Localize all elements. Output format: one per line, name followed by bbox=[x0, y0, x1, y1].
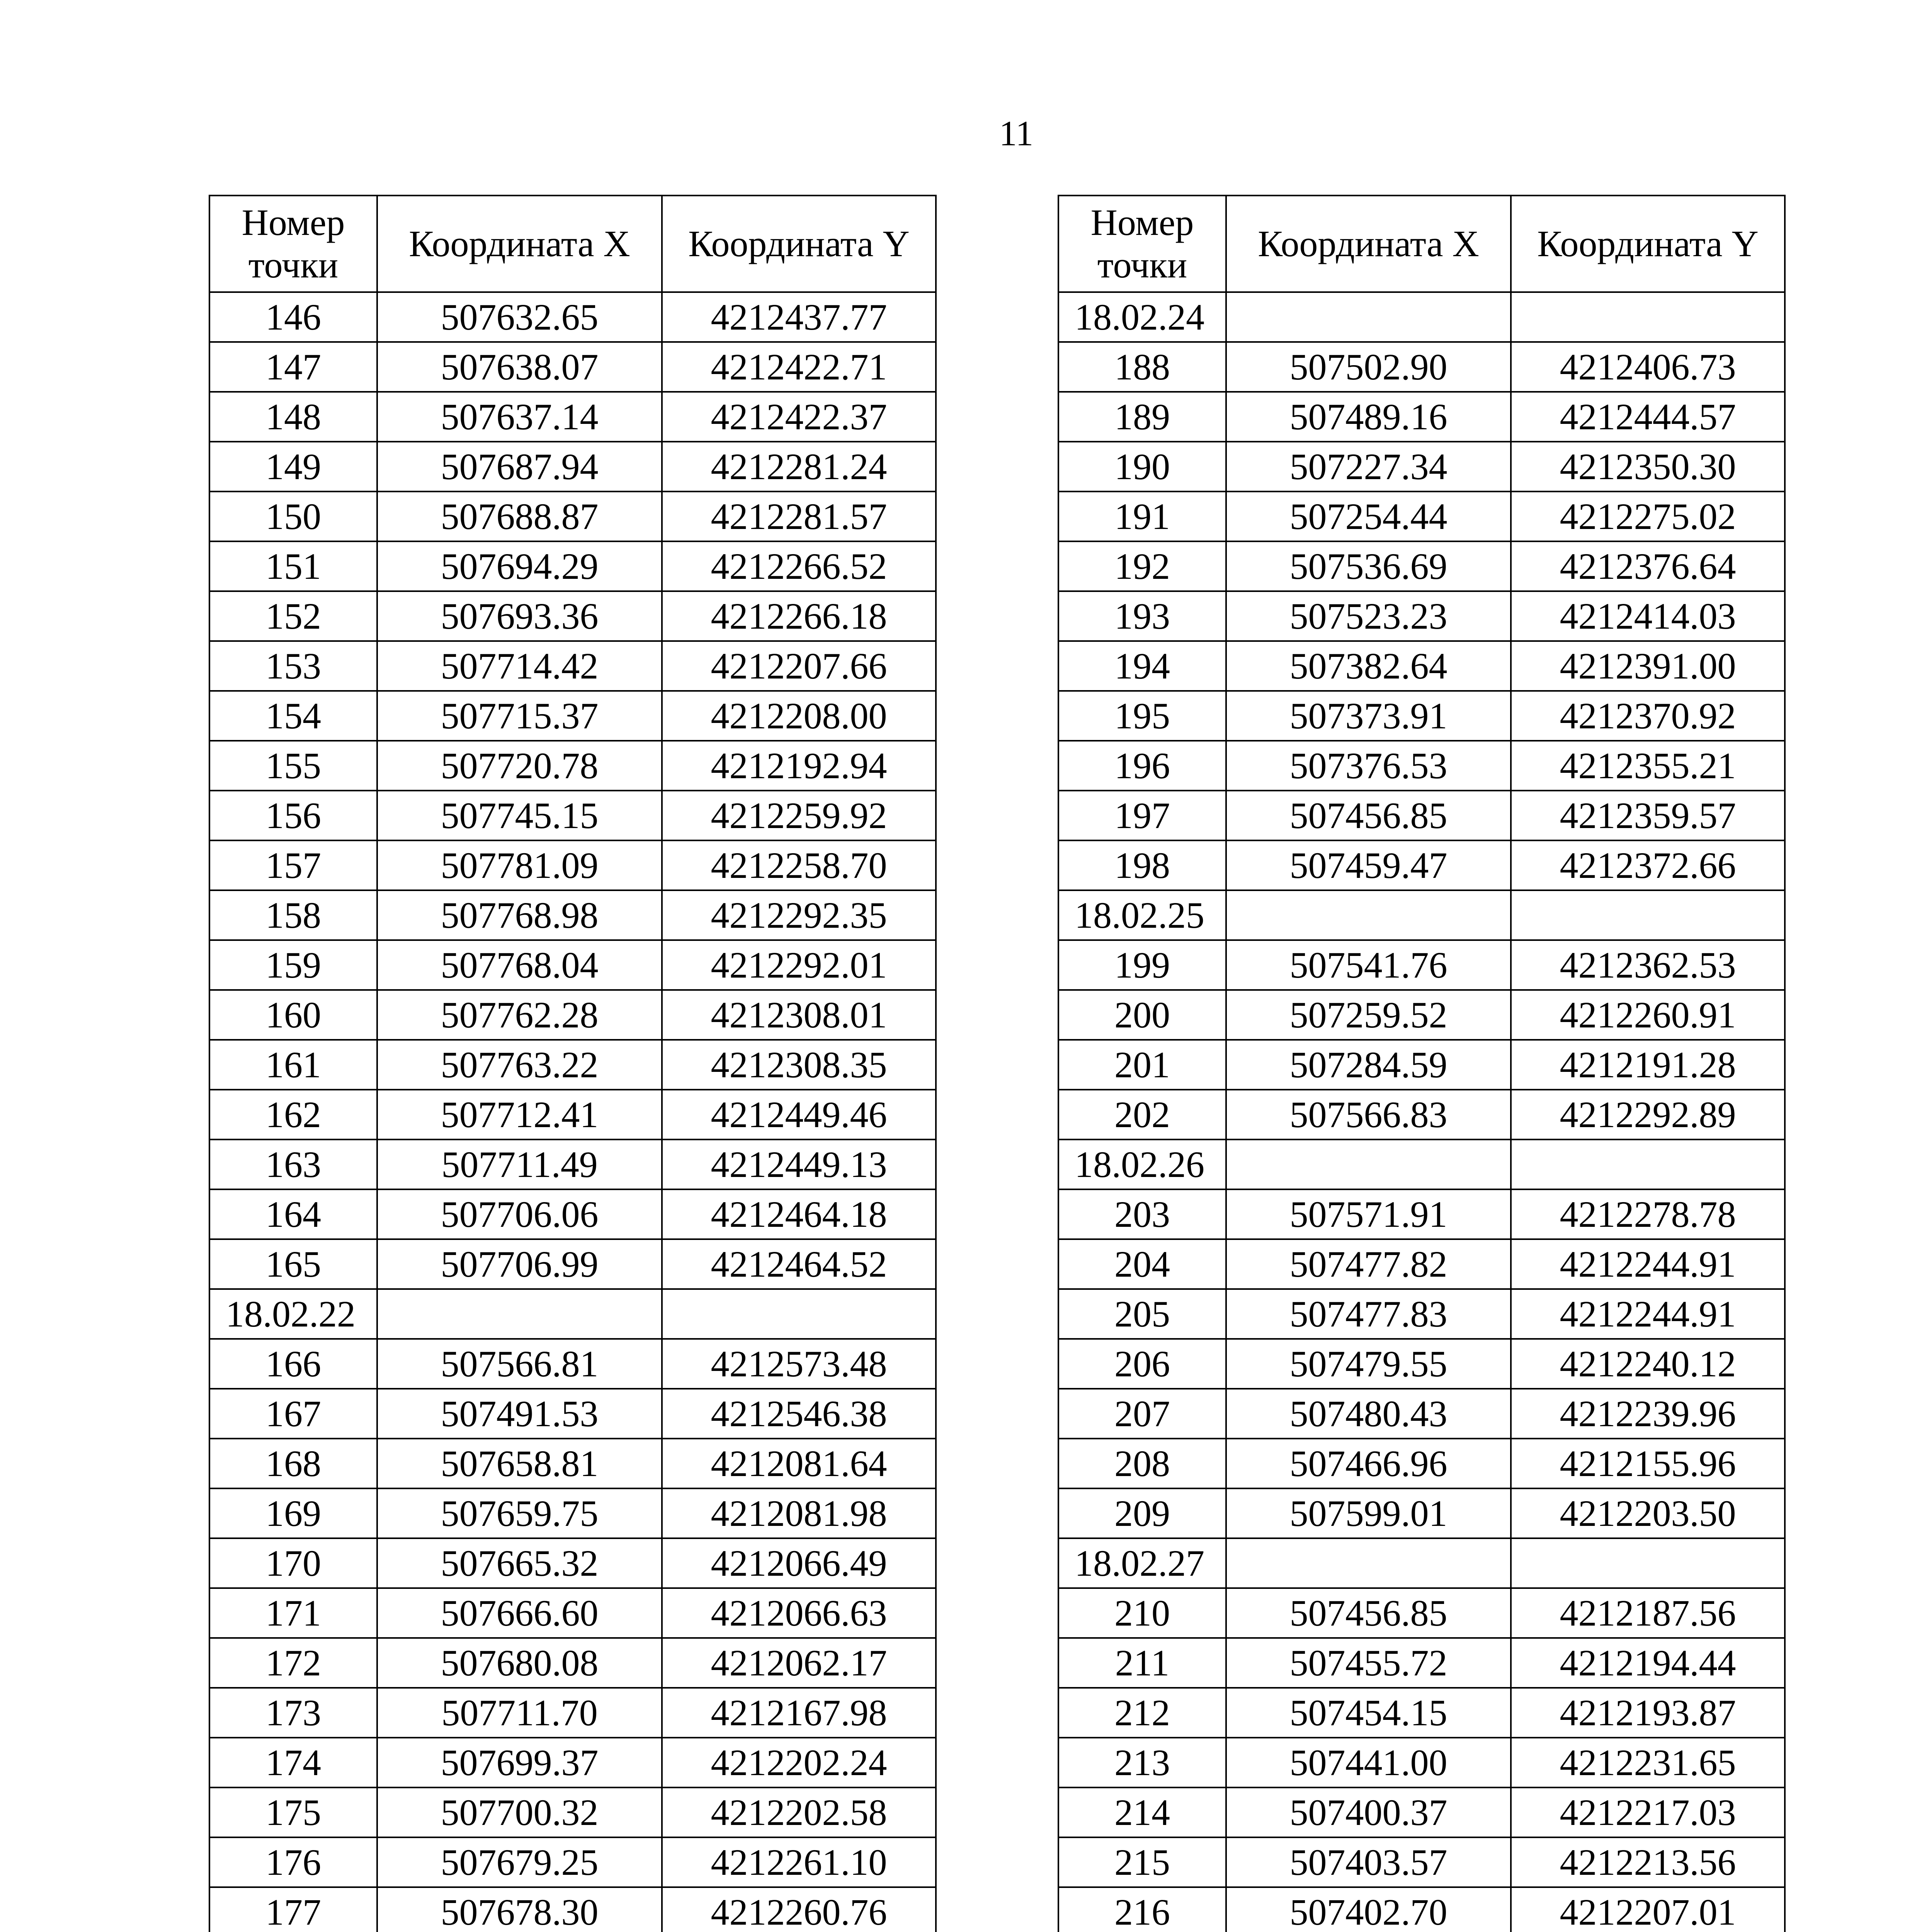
point-number-cell: 197 bbox=[1058, 791, 1226, 840]
coordinate-x-cell: 507768.04 bbox=[377, 940, 662, 990]
header-coordinate-x: Координата X bbox=[377, 196, 662, 292]
table-row bbox=[209, 1837, 936, 1887]
coordinate-x-cell: 507536.69 bbox=[1226, 541, 1511, 591]
group-row bbox=[1058, 890, 1785, 940]
point-number-cell: 212 bbox=[1058, 1688, 1226, 1738]
point-number-cell: 154 bbox=[209, 691, 377, 741]
table-row bbox=[1058, 1738, 1785, 1787]
empty-cell bbox=[377, 1289, 662, 1339]
point-number-cell: 188 bbox=[1058, 342, 1226, 392]
table-row bbox=[209, 1887, 936, 1932]
group-label: 18.02.26 bbox=[1058, 1139, 1226, 1189]
table-row bbox=[1058, 342, 1785, 392]
coordinate-y-cell: 4212081.98 bbox=[662, 1488, 936, 1538]
header-coordinate-y: Координата Y bbox=[662, 196, 936, 292]
coordinate-x-cell: 507678.30 bbox=[377, 1887, 662, 1932]
header-point-number: Номер точки bbox=[209, 196, 377, 292]
table-row bbox=[1058, 1339, 1785, 1389]
coordinate-x-cell: 507715.37 bbox=[377, 691, 662, 741]
coordinate-y-cell: 4212231.65 bbox=[1511, 1738, 1785, 1787]
coordinate-x-cell: 507400.37 bbox=[1226, 1787, 1511, 1837]
coordinate-y-cell: 4212244.91 bbox=[1511, 1239, 1785, 1289]
coordinate-x-cell: 507706.99 bbox=[377, 1239, 662, 1289]
empty-cell bbox=[1511, 292, 1785, 342]
coordinate-y-cell: 4212167.98 bbox=[662, 1688, 936, 1738]
table-row bbox=[1058, 791, 1785, 840]
point-number-cell: 164 bbox=[209, 1189, 377, 1239]
coordinate-y-cell: 4212207.01 bbox=[1511, 1887, 1785, 1932]
group-row bbox=[1058, 292, 1785, 342]
coordinate-x-cell: 507284.59 bbox=[1226, 1040, 1511, 1090]
point-number-cell: 213 bbox=[1058, 1738, 1226, 1787]
coordinate-y-cell: 4212546.38 bbox=[662, 1389, 936, 1439]
coordinate-y-cell: 4212261.10 bbox=[662, 1837, 936, 1887]
table-row bbox=[1058, 1837, 1785, 1887]
coordinate-x-cell: 507402.70 bbox=[1226, 1887, 1511, 1932]
point-number-cell: 161 bbox=[209, 1040, 377, 1090]
coordinate-x-cell: 507632.65 bbox=[377, 292, 662, 342]
coordinate-y-cell: 4212370.92 bbox=[1511, 691, 1785, 741]
coordinate-y-cell: 4212292.35 bbox=[662, 890, 936, 940]
table-row bbox=[209, 1538, 936, 1588]
coordinate-y-cell: 4212244.91 bbox=[1511, 1289, 1785, 1339]
coordinate-x-cell: 507254.44 bbox=[1226, 492, 1511, 541]
coordinate-x-cell: 507706.06 bbox=[377, 1189, 662, 1239]
table-row bbox=[209, 591, 936, 641]
coordinate-x-cell: 507699.37 bbox=[377, 1738, 662, 1787]
coordinate-x-cell: 507571.91 bbox=[1226, 1189, 1511, 1239]
point-number-cell: 165 bbox=[209, 1239, 377, 1289]
coordinate-x-cell: 507688.87 bbox=[377, 492, 662, 541]
table-row bbox=[209, 1189, 936, 1239]
coordinate-x-cell: 507666.60 bbox=[377, 1588, 662, 1638]
coordinate-x-cell: 507466.96 bbox=[1226, 1439, 1511, 1488]
table-row bbox=[209, 840, 936, 890]
group-label: 18.02.27 bbox=[1058, 1538, 1226, 1588]
point-number-cell: 176 bbox=[209, 1837, 377, 1887]
table-body bbox=[1058, 292, 1785, 1932]
header-coordinate-x: Координата X bbox=[1226, 196, 1511, 292]
table-row bbox=[1058, 1588, 1785, 1638]
header-point-number: Номер точки bbox=[1058, 196, 1226, 292]
table-row bbox=[1058, 1488, 1785, 1538]
coordinate-y-cell: 4212275.02 bbox=[1511, 492, 1785, 541]
table-row bbox=[209, 1688, 936, 1738]
coordinate-y-cell: 4212259.92 bbox=[662, 791, 936, 840]
point-number-cell: 190 bbox=[1058, 442, 1226, 492]
coordinate-x-cell: 507441.00 bbox=[1226, 1738, 1511, 1787]
coordinate-x-cell: 507680.08 bbox=[377, 1638, 662, 1688]
table-row bbox=[1058, 1638, 1785, 1688]
coordinate-x-cell: 507480.43 bbox=[1226, 1389, 1511, 1439]
point-number-cell: 192 bbox=[1058, 541, 1226, 591]
group-row bbox=[1058, 1538, 1785, 1588]
coordinate-y-cell: 4212278.78 bbox=[1511, 1189, 1785, 1239]
table-row bbox=[1058, 1389, 1785, 1439]
coordinate-y-cell: 4212066.49 bbox=[662, 1538, 936, 1588]
point-number-cell: 148 bbox=[209, 392, 377, 442]
point-number-cell: 149 bbox=[209, 442, 377, 492]
coordinates-table-right bbox=[1058, 195, 1786, 1932]
coordinate-y-cell: 4212081.64 bbox=[662, 1439, 936, 1488]
coordinate-x-cell: 507456.85 bbox=[1226, 791, 1511, 840]
table-row bbox=[209, 541, 936, 591]
coordinate-y-cell: 4212376.64 bbox=[1511, 541, 1785, 591]
point-number-cell: 151 bbox=[209, 541, 377, 591]
coordinate-y-cell: 4212213.56 bbox=[1511, 1837, 1785, 1887]
coordinate-x-cell: 507687.94 bbox=[377, 442, 662, 492]
table-row bbox=[209, 1488, 936, 1538]
point-number-cell: 153 bbox=[209, 641, 377, 691]
coordinate-y-cell: 4212217.03 bbox=[1511, 1787, 1785, 1837]
coordinate-y-cell: 4212391.00 bbox=[1511, 641, 1785, 691]
coordinate-x-cell: 507659.75 bbox=[377, 1488, 662, 1538]
coordinate-x-cell: 507227.34 bbox=[1226, 442, 1511, 492]
empty-cell bbox=[1226, 1139, 1511, 1189]
point-number-cell: 194 bbox=[1058, 641, 1226, 691]
coordinate-x-cell: 507720.78 bbox=[377, 741, 662, 791]
point-number-cell: 170 bbox=[209, 1538, 377, 1588]
coordinate-y-cell: 4212194.44 bbox=[1511, 1638, 1785, 1688]
point-number-cell: 157 bbox=[209, 840, 377, 890]
point-number-cell: 215 bbox=[1058, 1837, 1226, 1887]
coordinate-y-cell: 4212066.63 bbox=[662, 1588, 936, 1638]
coordinate-y-cell: 4212062.17 bbox=[662, 1638, 936, 1688]
point-number-cell: 200 bbox=[1058, 990, 1226, 1040]
table-row bbox=[1058, 691, 1785, 741]
table-row bbox=[1058, 741, 1785, 791]
table-row bbox=[1058, 840, 1785, 890]
coordinate-x-cell: 507658.81 bbox=[377, 1439, 662, 1488]
empty-cell bbox=[1511, 1538, 1785, 1588]
coordinate-y-cell: 4212292.01 bbox=[662, 940, 936, 990]
point-number-cell: 214 bbox=[1058, 1787, 1226, 1837]
table-row bbox=[209, 442, 936, 492]
table-row bbox=[209, 1040, 936, 1090]
coordinates-table-left bbox=[209, 195, 937, 1932]
group-label: 18.02.22 bbox=[209, 1289, 377, 1339]
point-number-cell: 204 bbox=[1058, 1239, 1226, 1289]
point-number-cell: 175 bbox=[209, 1787, 377, 1837]
point-number-cell: 147 bbox=[209, 342, 377, 392]
coordinate-y-cell: 4212573.48 bbox=[662, 1339, 936, 1389]
coordinate-x-cell: 507711.49 bbox=[377, 1139, 662, 1189]
coordinate-y-cell: 4212258.70 bbox=[662, 840, 936, 890]
table-row bbox=[1058, 541, 1785, 591]
table-row bbox=[1058, 1189, 1785, 1239]
coordinate-x-cell: 507566.83 bbox=[1226, 1090, 1511, 1139]
table-row bbox=[1058, 1787, 1785, 1837]
table-row bbox=[209, 1588, 936, 1638]
table-body bbox=[209, 292, 936, 1932]
table-row bbox=[209, 342, 936, 392]
table-row bbox=[209, 1439, 936, 1488]
coordinate-x-cell: 507523.23 bbox=[1226, 591, 1511, 641]
empty-cell bbox=[1511, 1139, 1785, 1189]
header-coordinate-y: Координата Y bbox=[1511, 196, 1785, 292]
point-number-cell: 196 bbox=[1058, 741, 1226, 791]
table-row bbox=[209, 492, 936, 541]
table-row bbox=[1058, 1688, 1785, 1738]
coordinate-y-cell: 4212187.56 bbox=[1511, 1588, 1785, 1638]
table-row bbox=[209, 1139, 936, 1189]
point-number-cell: 174 bbox=[209, 1738, 377, 1787]
coordinate-y-cell: 4212281.24 bbox=[662, 442, 936, 492]
table-row bbox=[1058, 1439, 1785, 1488]
coordinate-x-cell: 507259.52 bbox=[1226, 990, 1511, 1040]
coordinate-x-cell: 507403.57 bbox=[1226, 1837, 1511, 1887]
coordinate-x-cell: 507599.01 bbox=[1226, 1488, 1511, 1538]
point-number-cell: 156 bbox=[209, 791, 377, 840]
table-row bbox=[1058, 1289, 1785, 1339]
coordinate-x-cell: 507502.90 bbox=[1226, 342, 1511, 392]
empty-cell bbox=[1226, 1538, 1511, 1588]
coordinate-y-cell: 4212372.66 bbox=[1511, 840, 1785, 890]
point-number-cell: 172 bbox=[209, 1638, 377, 1688]
coordinate-y-cell: 4212449.46 bbox=[662, 1090, 936, 1139]
coordinate-x-cell: 507541.76 bbox=[1226, 940, 1511, 990]
coordinate-x-cell: 507762.28 bbox=[377, 990, 662, 1040]
table-row bbox=[209, 1090, 936, 1139]
coordinate-y-cell: 4212155.96 bbox=[1511, 1439, 1785, 1488]
coordinate-y-cell: 4212260.91 bbox=[1511, 990, 1785, 1040]
coordinate-x-cell: 507455.72 bbox=[1226, 1638, 1511, 1688]
table-row bbox=[209, 1239, 936, 1289]
table-header bbox=[209, 196, 936, 292]
coordinate-x-cell: 507456.85 bbox=[1226, 1588, 1511, 1638]
point-number-cell: 150 bbox=[209, 492, 377, 541]
table-row bbox=[209, 641, 936, 691]
coordinate-x-cell: 507714.42 bbox=[377, 641, 662, 691]
coordinate-x-cell: 507489.16 bbox=[1226, 392, 1511, 442]
coordinate-y-cell: 4212266.18 bbox=[662, 591, 936, 641]
table-row bbox=[209, 1738, 936, 1787]
point-number-cell: 162 bbox=[209, 1090, 377, 1139]
point-number-cell: 171 bbox=[209, 1588, 377, 1638]
table-row bbox=[1058, 1887, 1785, 1932]
coordinate-y-cell: 4212292.89 bbox=[1511, 1090, 1785, 1139]
point-number-cell: 169 bbox=[209, 1488, 377, 1538]
table-row bbox=[209, 890, 936, 940]
coordinate-x-cell: 507479.55 bbox=[1226, 1339, 1511, 1389]
point-number-cell: 191 bbox=[1058, 492, 1226, 541]
coordinate-y-cell: 4212437.77 bbox=[662, 292, 936, 342]
coordinate-y-cell: 4212355.21 bbox=[1511, 741, 1785, 791]
coordinate-y-cell: 4212406.73 bbox=[1511, 342, 1785, 392]
point-number-cell: 211 bbox=[1058, 1638, 1226, 1688]
coordinate-x-cell: 507679.25 bbox=[377, 1837, 662, 1887]
table-row bbox=[209, 691, 936, 741]
table-row bbox=[1058, 1090, 1785, 1139]
coordinate-x-cell: 507694.29 bbox=[377, 541, 662, 591]
coordinate-y-cell: 4212193.87 bbox=[1511, 1688, 1785, 1738]
empty-cell bbox=[1226, 292, 1511, 342]
table-row bbox=[209, 1339, 936, 1389]
point-number-cell: 167 bbox=[209, 1389, 377, 1439]
coordinate-y-cell: 4212464.18 bbox=[662, 1189, 936, 1239]
coordinate-x-cell: 507376.53 bbox=[1226, 741, 1511, 791]
point-number-cell: 177 bbox=[209, 1887, 377, 1932]
point-number-cell: 216 bbox=[1058, 1887, 1226, 1932]
coordinate-x-cell: 507454.15 bbox=[1226, 1688, 1511, 1738]
point-number-cell: 206 bbox=[1058, 1339, 1226, 1389]
point-number-cell: 158 bbox=[209, 890, 377, 940]
table-row bbox=[209, 1787, 936, 1837]
table-row bbox=[209, 1638, 936, 1688]
point-number-cell: 193 bbox=[1058, 591, 1226, 641]
point-number-cell: 163 bbox=[209, 1139, 377, 1189]
point-number-cell: 210 bbox=[1058, 1588, 1226, 1638]
table-row bbox=[209, 791, 936, 840]
coordinate-x-cell: 507763.22 bbox=[377, 1040, 662, 1090]
coordinate-y-cell: 4212281.57 bbox=[662, 492, 936, 541]
table-row bbox=[1058, 591, 1785, 641]
group-row bbox=[1058, 1139, 1785, 1189]
coordinate-x-cell: 507745.15 bbox=[377, 791, 662, 840]
point-number-cell: 189 bbox=[1058, 392, 1226, 442]
point-number-cell: 159 bbox=[209, 940, 377, 990]
coordinate-x-cell: 507491.53 bbox=[377, 1389, 662, 1439]
table-row bbox=[1058, 940, 1785, 990]
empty-cell bbox=[1511, 890, 1785, 940]
table-row bbox=[1058, 1040, 1785, 1090]
coordinate-y-cell: 4212192.94 bbox=[662, 741, 936, 791]
point-number-cell: 209 bbox=[1058, 1488, 1226, 1538]
group-label: 18.02.25 bbox=[1058, 890, 1226, 940]
coordinate-y-cell: 4212239.96 bbox=[1511, 1389, 1785, 1439]
table-row bbox=[1058, 442, 1785, 492]
coordinate-x-cell: 507700.32 bbox=[377, 1787, 662, 1837]
coordinate-y-cell: 4212240.12 bbox=[1511, 1339, 1785, 1389]
table-row bbox=[1058, 492, 1785, 541]
table-row bbox=[1058, 641, 1785, 691]
coordinate-x-cell: 507712.41 bbox=[377, 1090, 662, 1139]
coordinate-y-cell: 4212444.57 bbox=[1511, 392, 1785, 442]
table-row bbox=[209, 940, 936, 990]
coordinate-x-cell: 507693.36 bbox=[377, 591, 662, 641]
coordinate-x-cell: 507459.47 bbox=[1226, 840, 1511, 890]
page-number: 11 bbox=[999, 114, 1034, 153]
table-row bbox=[209, 392, 936, 442]
coordinate-y-cell: 4212207.66 bbox=[662, 641, 936, 691]
point-number-cell: 199 bbox=[1058, 940, 1226, 990]
coordinate-x-cell: 507711.70 bbox=[377, 1688, 662, 1738]
coordinate-x-cell: 507665.32 bbox=[377, 1538, 662, 1588]
coordinate-y-cell: 4212350.30 bbox=[1511, 442, 1785, 492]
table-row bbox=[1058, 1239, 1785, 1289]
coordinate-y-cell: 4212464.52 bbox=[662, 1239, 936, 1289]
point-number-cell: 168 bbox=[209, 1439, 377, 1488]
table-row bbox=[209, 1389, 936, 1439]
coordinate-x-cell: 507382.64 bbox=[1226, 641, 1511, 691]
coordinate-x-cell: 507781.09 bbox=[377, 840, 662, 890]
point-number-cell: 173 bbox=[209, 1688, 377, 1738]
coordinate-x-cell: 507566.81 bbox=[377, 1339, 662, 1389]
coordinate-y-cell: 4212308.01 bbox=[662, 990, 936, 1040]
coordinate-y-cell: 4212202.58 bbox=[662, 1787, 936, 1837]
coordinate-x-cell: 507477.83 bbox=[1226, 1289, 1511, 1339]
coordinate-y-cell: 4212266.52 bbox=[662, 541, 936, 591]
table-row bbox=[209, 292, 936, 342]
table-row bbox=[209, 990, 936, 1040]
coordinate-y-cell: 4212449.13 bbox=[662, 1139, 936, 1189]
point-number-cell: 166 bbox=[209, 1339, 377, 1389]
point-number-cell: 205 bbox=[1058, 1289, 1226, 1339]
point-number-cell: 208 bbox=[1058, 1439, 1226, 1488]
point-number-cell: 203 bbox=[1058, 1189, 1226, 1239]
coordinate-x-cell: 507477.82 bbox=[1226, 1239, 1511, 1289]
point-number-cell: 160 bbox=[209, 990, 377, 1040]
coordinate-y-cell: 4212202.24 bbox=[662, 1738, 936, 1787]
point-number-cell: 201 bbox=[1058, 1040, 1226, 1090]
point-number-cell: 155 bbox=[209, 741, 377, 791]
coordinate-y-cell: 4212422.71 bbox=[662, 342, 936, 392]
table-header bbox=[1058, 196, 1785, 292]
point-number-cell: 195 bbox=[1058, 691, 1226, 741]
point-number-cell: 207 bbox=[1058, 1389, 1226, 1439]
table-row bbox=[209, 741, 936, 791]
coordinate-y-cell: 4212191.28 bbox=[1511, 1040, 1785, 1090]
coordinate-x-cell: 507638.07 bbox=[377, 342, 662, 392]
coordinate-x-cell: 507373.91 bbox=[1226, 691, 1511, 741]
coordinate-y-cell: 4212414.03 bbox=[1511, 591, 1785, 641]
coordinate-x-cell: 507768.98 bbox=[377, 890, 662, 940]
coordinate-y-cell: 4212208.00 bbox=[662, 691, 936, 741]
point-number-cell: 198 bbox=[1058, 840, 1226, 890]
group-row bbox=[209, 1289, 936, 1339]
coordinate-y-cell: 4212260.76 bbox=[662, 1887, 936, 1932]
group-label: 18.02.24 bbox=[1058, 292, 1226, 342]
table-row bbox=[1058, 392, 1785, 442]
coordinate-y-cell: 4212359.57 bbox=[1511, 791, 1785, 840]
coordinate-y-cell: 4212422.37 bbox=[662, 392, 936, 442]
coordinate-y-cell: 4212362.53 bbox=[1511, 940, 1785, 990]
coordinate-x-cell: 507637.14 bbox=[377, 392, 662, 442]
point-number-cell: 146 bbox=[209, 292, 377, 342]
point-number-cell: 152 bbox=[209, 591, 377, 641]
empty-cell bbox=[1226, 890, 1511, 940]
empty-cell bbox=[662, 1289, 936, 1339]
coordinate-y-cell: 4212308.35 bbox=[662, 1040, 936, 1090]
coordinate-y-cell: 4212203.50 bbox=[1511, 1488, 1785, 1538]
table-row bbox=[1058, 990, 1785, 1040]
point-number-cell: 202 bbox=[1058, 1090, 1226, 1139]
